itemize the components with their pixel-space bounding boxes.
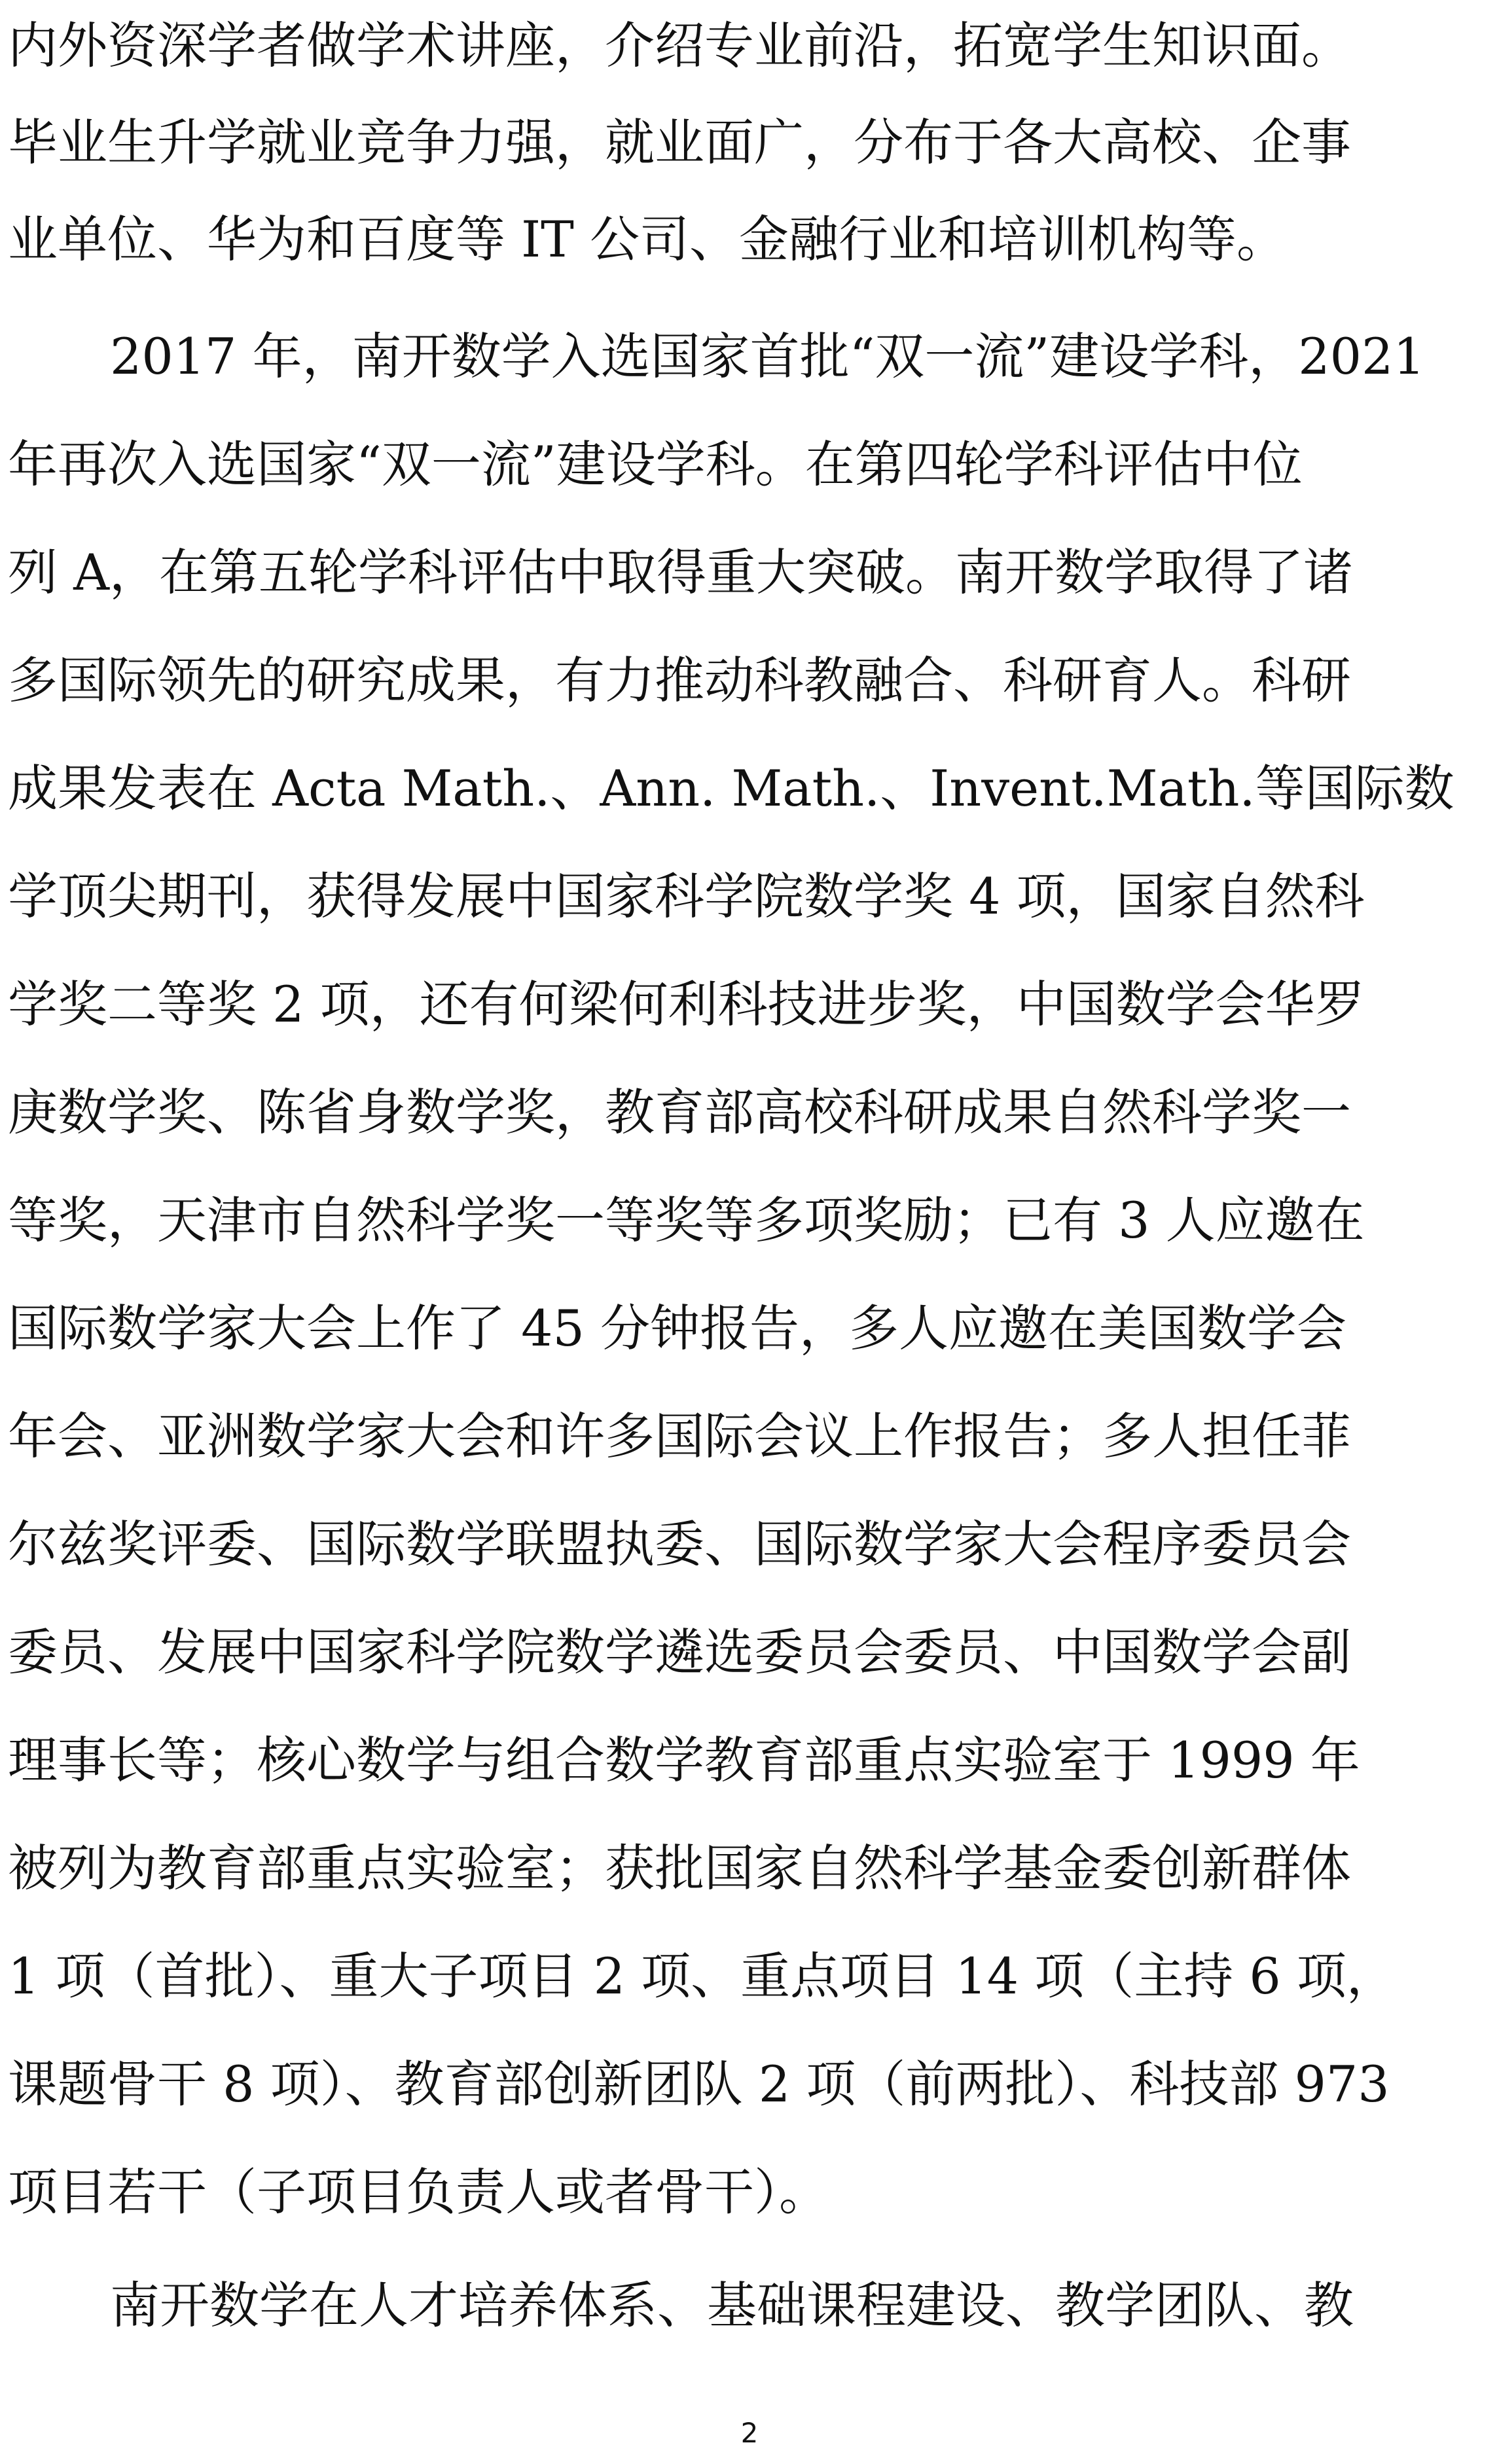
text-line-3: 业单位、华为和百度等 IT 公司、金融行业和培训机构等。: [8, 210, 1287, 268]
text-line-10: 学奖二等奖 2 项，还有何梁何利科技进步奖，中国数学会华罗: [8, 975, 1365, 1033]
text-line-12: 等奖，天津市自然科学奖一等奖等多项奖励；已有 3 人应邀在: [8, 1191, 1365, 1249]
text-line-6: 列 A，在第五轮学科评估中取得重大突破。南开数学取得了诸: [8, 543, 1354, 601]
text-line-8: 成果发表在 Acta Math.、Ann. Math.、Invent.Math.等国际数: [8, 759, 1454, 817]
text-line-2: 毕业生升学就业竞争力强，就业面广，分布于各大高校、企事: [8, 113, 1351, 171]
page-number: 2: [740, 2417, 759, 2449]
text-line-15: 尔兹奖评委、国际数学联盟执委、国际数学家大会程序委员会: [8, 1515, 1351, 1573]
text-line-18: 被列为教育部重点实验室；获批国家自然科学基金委创新群体: [8, 1839, 1351, 1897]
text-line-9: 学顶尖期刊，获得发展中国家科学院数学奖 4 项，国家自然科: [8, 867, 1365, 925]
text-line-17: 理事长等；核心数学与组合数学教育部重点实验室于 1999 年: [8, 1731, 1360, 1789]
text-line-11: 庚数学奖、陈省身数学奖，教育部高校科研成果自然科学奖一: [8, 1083, 1351, 1141]
text-line-21: 项目若干（子项目负责人或者骨干）。: [8, 2163, 829, 2221]
text-line-4: 2017 年，南开数学入选国家首批“双一流”建设学科，2021: [110, 327, 1425, 385]
text-line-14: 年会、亚洲数学家大会和许多国际会议上作报告；多人担任菲: [8, 1407, 1351, 1465]
text-line-16: 委员、发展中国家科学院数学遴选委员会委员、中国数学会副: [8, 1623, 1351, 1681]
text-line-19: 1 项（首批）、重大子项目 2 项、重点项目 14 项（主持 6 项，: [8, 1947, 1396, 2005]
text-line-20: 课题骨干 8 项）、教育部创新团队 2 项（前两批）、科技部 973: [8, 2055, 1390, 2113]
text-line-5: 年再次入选国家“双一流”建设学科。在第四轮学科评估中位: [8, 435, 1303, 493]
text-line-7: 多国际领先的研究成果，有力推动科教融合、科研育人。科研: [8, 651, 1351, 709]
text-line-1: 内外资深学者做学术讲座，介绍专业前沿，拓宽学生知识面。: [8, 16, 1351, 75]
text-line-13: 国际数学家大会上作了 45 分钟报告，多人应邀在美国数学会: [8, 1299, 1347, 1357]
text-line-22: 南开数学在人才培养体系、基础课程建设、教学团队、教: [110, 2276, 1354, 2334]
